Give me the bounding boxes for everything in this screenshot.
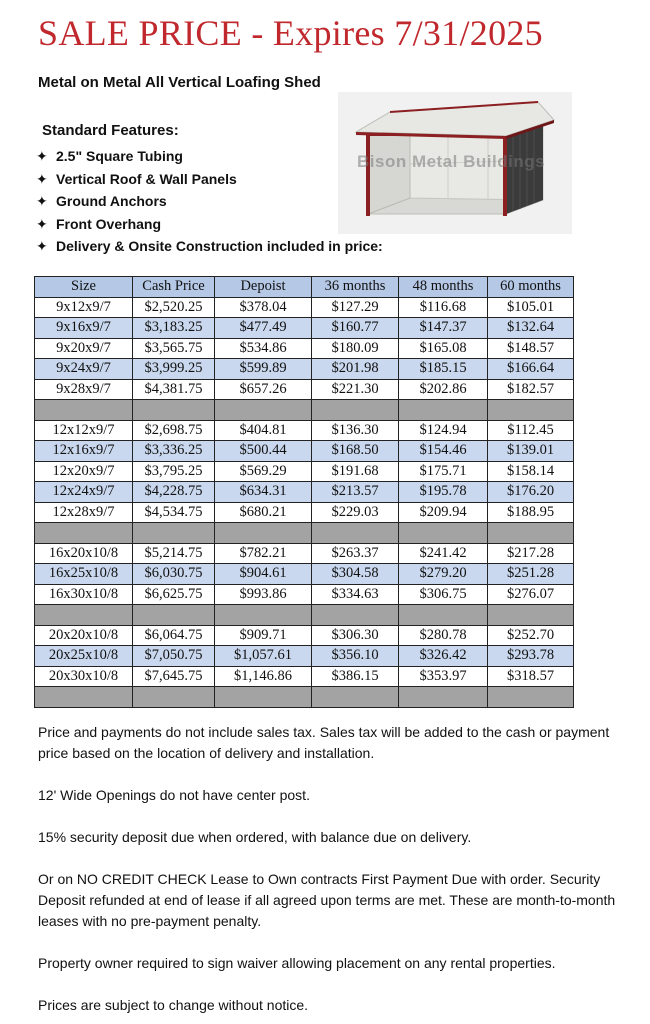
table-row [35, 502, 574, 523]
table-header-row [35, 277, 574, 298]
price-cell: $252.70 [488, 625, 574, 646]
price-cell: $139.01 [488, 441, 574, 462]
column-header: Cash Price [133, 277, 215, 298]
product-subtitle: Metal on Metal All Vertical Loafing Shed [38, 74, 321, 91]
size-cell: 20x20x10/8 [35, 625, 133, 646]
separator-cell [399, 605, 488, 626]
price-cell: $4,381.75 [133, 379, 215, 400]
separator-cell [312, 605, 399, 626]
price-cell: $904.61 [215, 564, 312, 585]
price-cell: $634.31 [215, 482, 312, 503]
separator-cell [215, 400, 312, 421]
price-cell: $176.20 [488, 482, 574, 503]
table-row [35, 441, 574, 462]
table-row [35, 359, 574, 380]
feature-item [36, 168, 383, 191]
table-row [35, 482, 574, 503]
price-cell: $6,030.75 [133, 564, 215, 585]
price-cell: $148.57 [488, 338, 574, 359]
size-cell: 20x30x10/8 [35, 666, 133, 687]
note-paragraph: Prices are subject to change without notice. [38, 997, 309, 1013]
feature-label: 2.5" Square Tubing [56, 148, 183, 164]
table-row [35, 543, 574, 564]
price-cell: $599.89 [215, 359, 312, 380]
separator-cell [35, 523, 133, 544]
table-row [35, 420, 574, 441]
price-cell: $112.45 [488, 420, 574, 441]
price-cell: $534.86 [215, 338, 312, 359]
four-pointed-star-icon: ✦ [36, 148, 48, 164]
price-cell: $180.09 [312, 338, 399, 359]
table-row [35, 646, 574, 667]
note-paragraph: 12' Wide Openings do not have center post. [38, 787, 310, 803]
size-cell: 9x20x9/7 [35, 338, 133, 359]
price-cell: $202.86 [399, 379, 488, 400]
separator-cell [488, 687, 574, 708]
separator-cell [312, 687, 399, 708]
size-cell: 9x12x9/7 [35, 297, 133, 318]
price-cell: $306.30 [312, 625, 399, 646]
price-cell: $136.30 [312, 420, 399, 441]
price-cell: $251.28 [488, 564, 574, 585]
price-cell: $404.81 [215, 420, 312, 441]
price-cell: $209.94 [399, 502, 488, 523]
separator-cell [35, 400, 133, 421]
size-cell: 9x28x9/7 [35, 379, 133, 400]
price-cell: $241.42 [399, 543, 488, 564]
page-title: SALE PRICE - Expires 7/31/2025 [38, 13, 543, 53]
price-cell: $127.29 [312, 297, 399, 318]
column-header: 60 months [488, 277, 574, 298]
price-cell: $158.14 [488, 461, 574, 482]
separator-cell [488, 400, 574, 421]
price-cell: $116.68 [399, 297, 488, 318]
separator-cell [312, 400, 399, 421]
price-cell: $353.97 [399, 666, 488, 687]
price-cell: $217.28 [488, 543, 574, 564]
price-cell: $279.20 [399, 564, 488, 585]
price-cell: $2,520.25 [133, 297, 215, 318]
price-cell: $229.03 [312, 502, 399, 523]
separator-cell [488, 605, 574, 626]
features-heading: Standard Features: [42, 122, 179, 139]
terms-notes [38, 722, 638, 1016]
four-pointed-star-icon: ✦ [36, 193, 48, 209]
size-cell: 9x16x9/7 [35, 318, 133, 339]
price-cell: $1,057.61 [215, 646, 312, 667]
separator-cell [133, 400, 215, 421]
price-cell: $326.42 [399, 646, 488, 667]
price-cell: $4,534.75 [133, 502, 215, 523]
price-cell: $132.64 [488, 318, 574, 339]
separator-cell [35, 605, 133, 626]
price-cell: $3,795.25 [133, 461, 215, 482]
size-cell: 12x12x9/7 [35, 420, 133, 441]
size-cell: 12x20x9/7 [35, 461, 133, 482]
price-cell: $386.15 [312, 666, 399, 687]
price-cell: $188.95 [488, 502, 574, 523]
separator-cell [133, 523, 215, 544]
price-cell: $477.49 [215, 318, 312, 339]
price-cell: $293.78 [488, 646, 574, 667]
price-cell: $318.57 [488, 666, 574, 687]
price-cell: $263.37 [312, 543, 399, 564]
price-cell: $3,999.25 [133, 359, 215, 380]
price-cell: $304.58 [312, 564, 399, 585]
feature-label: Vertical Roof & Wall Panels [56, 170, 237, 187]
price-cell: $124.94 [399, 420, 488, 441]
price-cell: $182.57 [488, 379, 574, 400]
table-row [35, 318, 574, 339]
feature-label: Delivery & Onsite Construction included in price: [56, 238, 383, 254]
note-paragraph: Property owner required to sign waiver allowing placement on any rental properties. [38, 955, 556, 971]
price-cell: $782.21 [215, 543, 312, 564]
separator-row [35, 605, 574, 626]
separator-cell [35, 687, 133, 708]
size-cell: 12x16x9/7 [35, 441, 133, 462]
column-header: 48 months [399, 277, 488, 298]
price-table [34, 276, 574, 708]
table-body [35, 297, 574, 707]
note-paragraph: 15% security deposit due when ordered, with balance due on delivery. [38, 829, 472, 845]
price-cell: $213.57 [312, 482, 399, 503]
table-row [35, 461, 574, 482]
price-cell: $201.98 [312, 359, 399, 380]
price-cell: $160.77 [312, 318, 399, 339]
price-cell: $168.50 [312, 441, 399, 462]
price-cell: $6,064.75 [133, 625, 215, 646]
price-cell: $165.08 [399, 338, 488, 359]
price-cell: $105.01 [488, 297, 574, 318]
four-pointed-star-icon: ✦ [36, 170, 48, 187]
price-cell: $175.71 [399, 461, 488, 482]
four-pointed-star-icon: ✦ [36, 238, 48, 254]
price-cell: $166.64 [488, 359, 574, 380]
feature-item [36, 213, 383, 236]
price-cell: $7,645.75 [133, 666, 215, 687]
size-cell: 16x20x10/8 [35, 543, 133, 564]
price-cell: $909.71 [215, 625, 312, 646]
size-cell: 9x24x9/7 [35, 359, 133, 380]
separator-cell [312, 523, 399, 544]
price-cell: $191.68 [312, 461, 399, 482]
separator-cell [399, 523, 488, 544]
feature-item [36, 235, 383, 258]
note-paragraph: Price and payments do not include sales tax. Sales tax will be added to the cash or payment price based on the location of delivery and installation. [38, 724, 610, 761]
price-cell: $680.21 [215, 502, 312, 523]
note-paragraph: Or on NO CREDIT CHECK Lease to Own contracts First Payment Due with order. Security Deposit refunded at end of lease if all agreed upon terms are met. These are month-to-month leases with no pre-payment penalty. [38, 871, 616, 929]
separator-cell [215, 687, 312, 708]
size-cell: 12x28x9/7 [35, 502, 133, 523]
price-cell: $356.10 [312, 646, 399, 667]
feature-item [36, 145, 383, 168]
price-cell: $7,050.75 [133, 646, 215, 667]
size-cell: 12x24x9/7 [35, 482, 133, 503]
price-cell: $2,698.75 [133, 420, 215, 441]
table-row [35, 666, 574, 687]
separator-cell [215, 523, 312, 544]
table-row [35, 338, 574, 359]
four-pointed-star-icon: ✦ [36, 215, 48, 232]
table-row [35, 379, 574, 400]
features-list [36, 145, 383, 258]
image-watermark: Bison Metal Buildings [357, 152, 546, 171]
price-cell: $657.26 [215, 379, 312, 400]
price-cell: $185.15 [399, 359, 488, 380]
price-cell: $378.04 [215, 297, 312, 318]
price-cell: $154.46 [399, 441, 488, 462]
price-cell: $5,214.75 [133, 543, 215, 564]
separator-row [35, 687, 574, 708]
price-cell: $6,625.75 [133, 584, 215, 605]
separator-cell [488, 523, 574, 544]
size-cell: 16x30x10/8 [35, 584, 133, 605]
table-row [35, 297, 574, 318]
price-cell: $500.44 [215, 441, 312, 462]
price-cell: $280.78 [399, 625, 488, 646]
separator-cell [215, 605, 312, 626]
price-cell: $221.30 [312, 379, 399, 400]
price-cell: $3,183.25 [133, 318, 215, 339]
price-cell: $334.63 [312, 584, 399, 605]
price-cell: $306.75 [399, 584, 488, 605]
price-cell: $147.37 [399, 318, 488, 339]
column-header: 36 months [312, 277, 399, 298]
separator-cell [399, 687, 488, 708]
separator-cell [133, 605, 215, 626]
table-row [35, 625, 574, 646]
table-row [35, 584, 574, 605]
price-cell: $3,336.25 [133, 441, 215, 462]
price-cell: $3,565.75 [133, 338, 215, 359]
price-cell: $195.78 [399, 482, 488, 503]
feature-label: Front Overhang [56, 215, 162, 232]
separator-cell [133, 687, 215, 708]
feature-item [36, 190, 383, 213]
separator-cell [399, 400, 488, 421]
price-cell: $1,146.86 [215, 666, 312, 687]
size-cell: 16x25x10/8 [35, 564, 133, 585]
feature-label: Ground Anchors [56, 193, 167, 209]
price-cell: $569.29 [215, 461, 312, 482]
separator-row [35, 400, 574, 421]
column-header: Depoist [215, 277, 312, 298]
column-header: Size [35, 277, 133, 298]
price-cell: $276.07 [488, 584, 574, 605]
table-row [35, 564, 574, 585]
price-cell: $993.86 [215, 584, 312, 605]
price-cell: $4,228.75 [133, 482, 215, 503]
separator-row [35, 523, 574, 544]
size-cell: 20x25x10/8 [35, 646, 133, 667]
